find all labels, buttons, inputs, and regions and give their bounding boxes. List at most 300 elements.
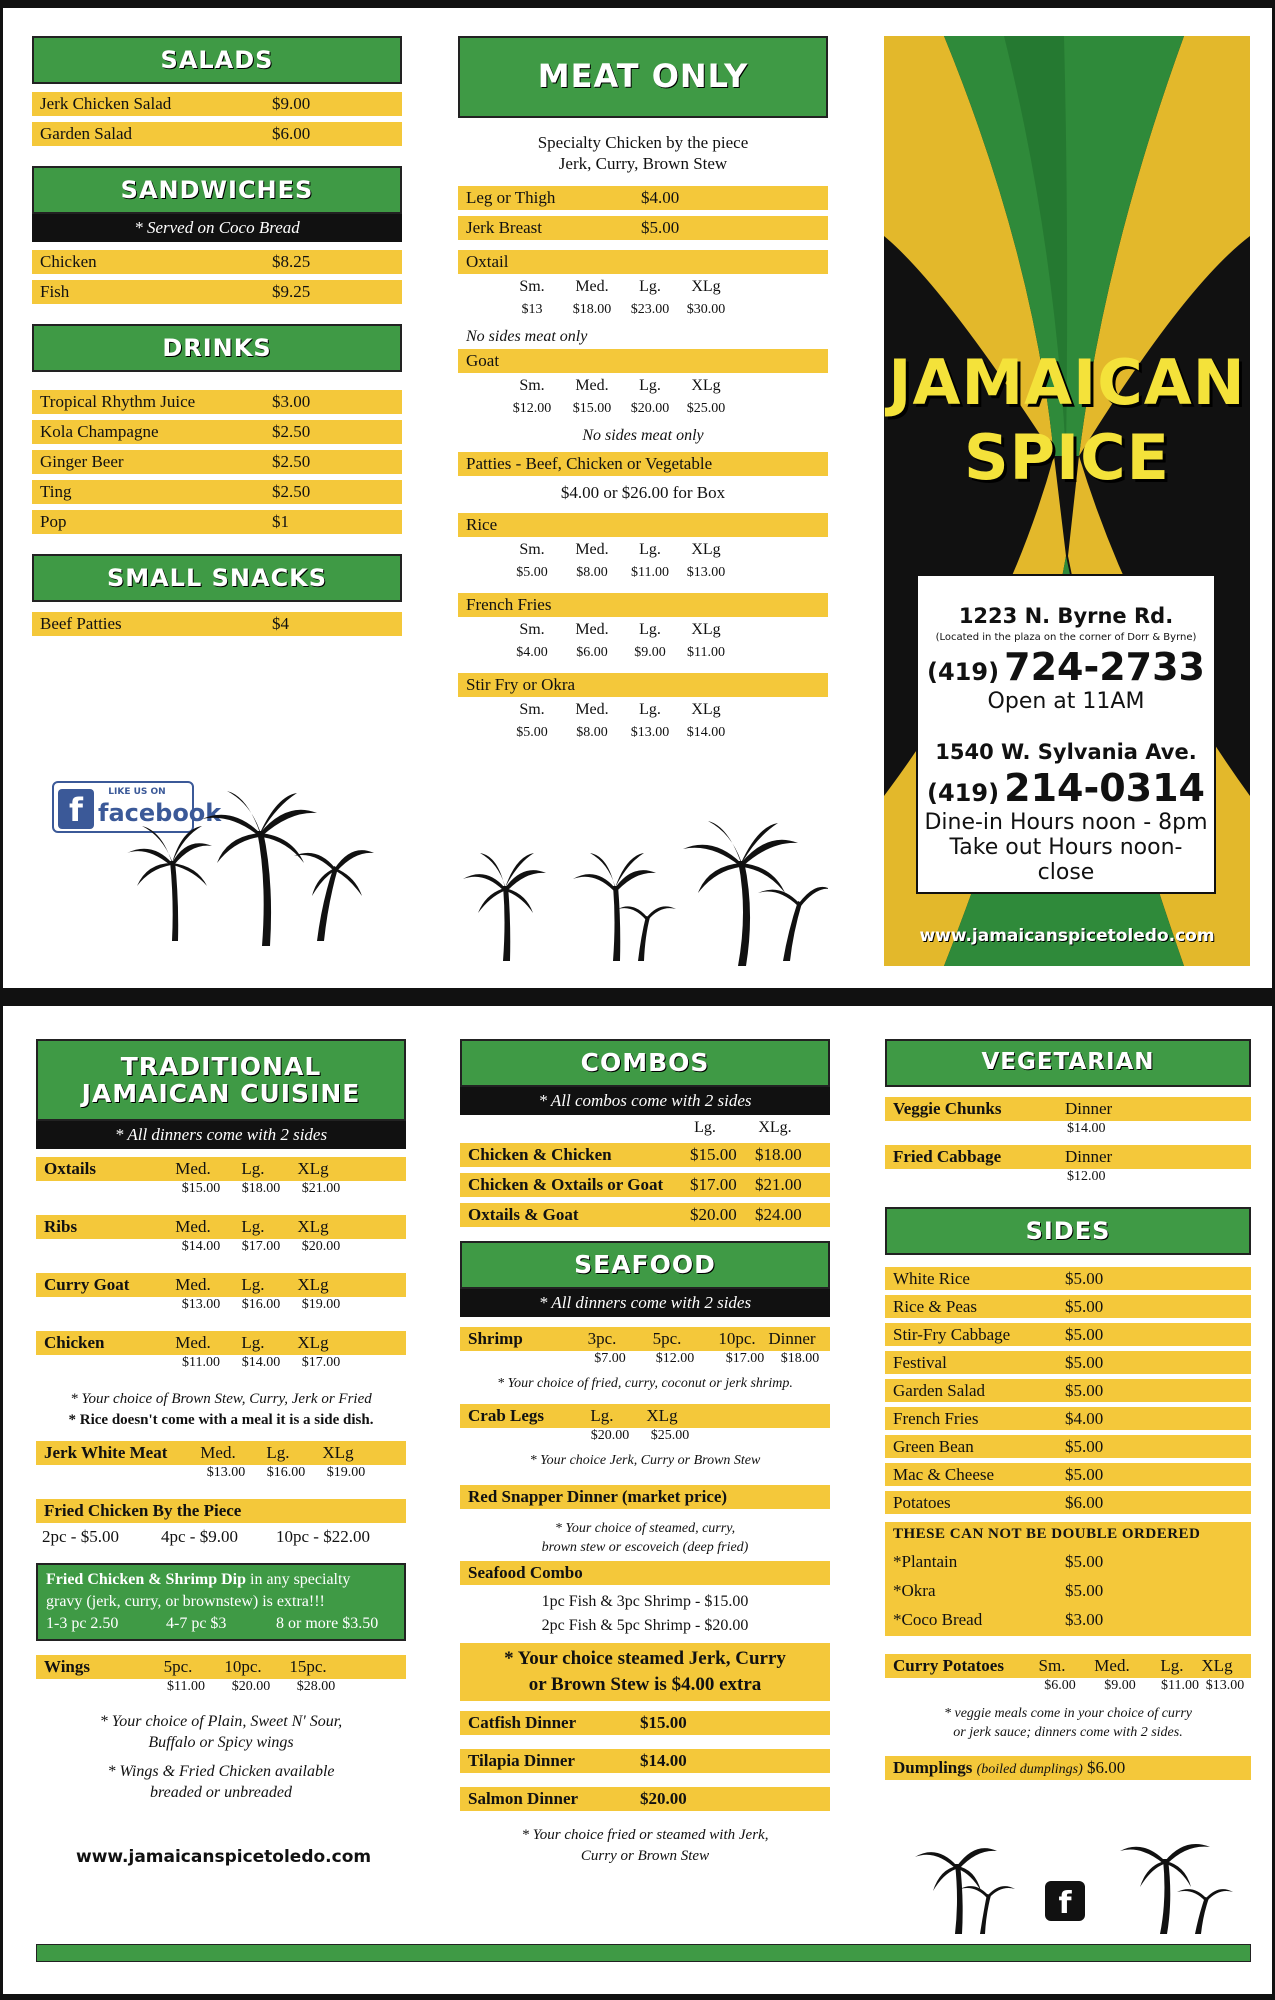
size-item-name: Chicken: [44, 1333, 105, 1352]
menu-item-name: Salmon Dinner: [468, 1789, 579, 1808]
size-label: XLg: [297, 1275, 329, 1294]
size-price: $14.00: [241, 1355, 281, 1370]
menu-item-name: Ting: [40, 482, 72, 501]
no-double-price: $3.00: [1065, 1610, 1104, 1629]
menu-item-row: [32, 390, 402, 414]
size-price: $12.00: [512, 401, 552, 416]
meat-intro-2: Jerk, Curry, Brown Stew: [558, 154, 728, 173]
fried-price-3: 10pc - $22.00: [276, 1527, 370, 1546]
footer-website[interactable]: www.jamaicanspicetoledo.com: [76, 1847, 372, 1867]
seafood-header: SEAFOOD: [460, 1241, 830, 1289]
size-label: 10pc.: [224, 1657, 262, 1676]
size-label: XLg: [691, 377, 721, 394]
size-label: XLg: [1201, 1656, 1233, 1675]
size-label: Lg.: [639, 621, 661, 638]
menu-item-row: [885, 1295, 1251, 1318]
size-label: Med.: [175, 1333, 211, 1352]
size-label: Lg.: [639, 541, 661, 558]
no-double-name: *Okra: [893, 1581, 936, 1600]
size-price: $25.00: [686, 401, 726, 416]
size-item-header: [458, 250, 828, 274]
phone-2-area: (419): [927, 779, 1000, 807]
size-label: XLg: [297, 1217, 329, 1236]
menu-item-row: [32, 480, 402, 504]
size-label: Sm.: [519, 541, 545, 558]
size-price: $5.00: [516, 725, 548, 740]
no-double-row: [893, 1576, 1243, 1605]
address-1-note: (Located in the plaza on the corner of Dorr & Byrne): [935, 632, 1197, 643]
no-double-title: THESE CAN NOT BE DOUBLE ORDERED: [893, 1526, 1201, 1542]
no-double-list: [893, 1547, 1243, 1634]
size-price: $11.00: [1161, 1678, 1199, 1693]
rice-block: [458, 513, 828, 587]
size-label: Lg.: [639, 377, 661, 394]
size-price: $19.00: [301, 1297, 341, 1312]
crab-block: [460, 1404, 830, 1450]
menu-item-price: $5.00: [1065, 1297, 1104, 1316]
combo-price-lg: $17.00: [690, 1175, 737, 1194]
veg-price: $14.00: [1067, 1121, 1106, 1136]
no-double-name: *Plantain: [893, 1552, 958, 1571]
traditional-column: [36, 1039, 406, 1867]
size-prices-row: [460, 1428, 830, 1450]
size-label: 15pc.: [289, 1657, 327, 1676]
size-price: $11.00: [182, 1355, 220, 1370]
size-label: Med.: [575, 621, 609, 638]
vegetarian-list: [885, 1097, 1251, 1193]
phone-1-number: 724-2733: [1004, 645, 1205, 689]
menu-item-price: $2.50: [272, 482, 311, 501]
jerk-breast-name: Jerk Breast: [466, 218, 543, 237]
veg-name: Fried Cabbage: [893, 1147, 1002, 1166]
seafood-combo-2: 2pc Fish & 5pc Shrimp - $20.00: [541, 1617, 749, 1634]
size-price: $25.00: [650, 1428, 690, 1443]
steamed-note-1: * Your choice steamed Jerk, Curry: [504, 1648, 786, 1669]
size-item-header: [36, 1441, 406, 1465]
size-label: Lg.: [1160, 1656, 1184, 1675]
open-time: Open at 11AM: [987, 689, 1145, 714]
combo-row: [460, 1173, 830, 1197]
vegetarian-sides-column: [885, 1039, 1251, 1921]
menu-item-name: Beef Patties: [40, 614, 122, 633]
size-label: Med.: [575, 701, 609, 718]
size-price: $11.00: [687, 645, 725, 660]
size-prices-row: [458, 725, 828, 747]
menu-item-price: $6.00: [1065, 1493, 1104, 1512]
size-prices-row: [36, 1465, 406, 1487]
size-label: XLg: [297, 1333, 329, 1352]
menu-item-name: Jerk Chicken Salad: [40, 94, 172, 113]
size-item-header: [36, 1215, 406, 1239]
size-label: XLg: [691, 541, 721, 558]
menu-item-row: [885, 1351, 1251, 1374]
combo-price-lg: $15.00: [690, 1145, 737, 1164]
size-price: $13.00: [630, 725, 670, 740]
combo-name: Oxtails & Goat: [468, 1205, 579, 1224]
menu-item-name: Tropical Rhythm Juice: [40, 392, 196, 411]
size-price: $20.00: [630, 401, 670, 416]
menu-item-price: $5.00: [1065, 1437, 1104, 1456]
size-labels-row: [458, 541, 828, 565]
address-1: 1223 N. Byrne Rd.: [958, 604, 1174, 628]
size-price: $12.00: [655, 1351, 695, 1366]
combo-name: Chicken & Oxtails or Goat: [468, 1175, 664, 1194]
size-price: $17.00: [725, 1351, 765, 1366]
menu-item-row: [885, 1407, 1251, 1430]
size-price: $17.00: [301, 1355, 341, 1370]
size-label: Lg.: [241, 1159, 265, 1178]
no-double-price: $5.00: [1065, 1552, 1104, 1571]
menu-item-row: [32, 510, 402, 534]
size-prices-row: [458, 302, 828, 324]
combos-seafood-column: [460, 1039, 830, 1867]
combos-size-lg: Lg.: [694, 1119, 716, 1136]
phone-2-number: 214-0314: [1004, 766, 1205, 810]
menu-item-name: Mac & Cheese: [893, 1465, 995, 1484]
dine-in-hours: Dine-in Hours noon - 8pm: [924, 810, 1208, 835]
size-label: XLg: [691, 278, 721, 295]
size-price: $30.00: [686, 302, 726, 317]
size-prices-row: [885, 1678, 1251, 1700]
dumplings-note: (boiled dumplings): [976, 1762, 1083, 1777]
size-label: 5pc.: [163, 1657, 193, 1676]
traditional-title-1: TRADITIONAL: [120, 1051, 322, 1081]
leg-thigh-row: [458, 186, 828, 210]
menu-item-price: $5.00: [1065, 1465, 1104, 1484]
patties-price: $4.00 or $26.00 for Box: [560, 483, 726, 502]
menu-item-price: $9.25: [272, 282, 311, 301]
no-double-price: $5.00: [1065, 1581, 1104, 1600]
size-item-header: [36, 1273, 406, 1297]
goat-note: No sides meat only: [582, 427, 704, 444]
veg-label: Dinner: [1065, 1147, 1113, 1166]
menu-item-row: [32, 420, 402, 444]
veg-label: Dinner: [1065, 1099, 1113, 1118]
take-out-hours: Take out Hours noon- close: [949, 835, 1183, 885]
dumplings-price: $6.00: [1087, 1758, 1126, 1777]
size-price: $18.00: [572, 302, 612, 317]
size-label: XLg: [691, 701, 721, 718]
size-item-name: Oxtail: [466, 252, 509, 271]
size-label: Lg.: [266, 1443, 290, 1462]
dip-text-1: in any specialty: [246, 1571, 351, 1588]
fried-chicken-prices: [36, 1527, 406, 1551]
size-label: Lg.: [241, 1333, 265, 1352]
chicken-note-1: * Your choice of Brown Stew, Curry, Jerk or Fried: [70, 1391, 372, 1407]
dip-price-1: 1-3 pc 2.50: [46, 1615, 119, 1632]
dumplings-row: [885, 1756, 1251, 1780]
size-label: Lg.: [639, 701, 661, 718]
traditional-item: [36, 1273, 406, 1319]
combo-price-lg: $20.00: [690, 1205, 737, 1224]
snapper-note-2: brown stew or escoveich (deep fried): [541, 1540, 749, 1555]
goat-block: [458, 349, 828, 423]
size-item-name: French Fries: [466, 595, 552, 614]
size-label: Lg.: [590, 1406, 614, 1425]
size-label: XLg: [297, 1159, 329, 1178]
size-price: $13.00: [206, 1465, 246, 1480]
cover-website[interactable]: www.jamaicanspicetoledo.com: [919, 926, 1215, 946]
no-double-name: *Coco Bread: [893, 1610, 983, 1629]
sides-list: [885, 1267, 1251, 1514]
size-price: $19.00: [326, 1465, 366, 1480]
curry-potatoes-block: [885, 1654, 1251, 1700]
salads-header: SALADS: [32, 36, 402, 84]
size-prices-row: [36, 1181, 406, 1203]
size-item-name: Stir Fry or Okra: [466, 675, 576, 694]
size-label: 10pc.: [718, 1329, 756, 1348]
palm-trees-icon: [885, 1829, 1251, 1939]
combo-row: [460, 1203, 830, 1227]
menu-item-row: [32, 280, 402, 304]
menu-item-price: $1: [272, 512, 289, 531]
menu-item-price: $2.50: [272, 422, 311, 441]
size-label: Lg.: [639, 278, 661, 295]
menu-item-price: $9.00: [272, 94, 311, 113]
wings-note-3: * Wings & Fried Chicken available: [107, 1763, 335, 1780]
size-label: Med.: [175, 1275, 211, 1294]
size-price: $18.00: [241, 1181, 281, 1196]
dip-text-2: gravy (jerk, curry, or brownstew) is extra!!!: [46, 1593, 325, 1610]
combo-price-xlg: $18.00: [755, 1145, 802, 1164]
palm-trees-icon: [458, 821, 828, 971]
size-prices-row: [458, 645, 828, 667]
seafood-note: * All dinners come with 2 sides: [460, 1289, 830, 1317]
shrimp-dip-box: [36, 1563, 406, 1641]
menu-item-price: $20.00: [640, 1789, 687, 1808]
size-label: Sm.: [519, 621, 545, 638]
size-price: $14.00: [181, 1239, 221, 1254]
size-label: Med.: [575, 278, 609, 295]
steamed-note-box: [460, 1643, 830, 1701]
menu-inside-panel: [3, 1006, 1272, 1994]
menu-item-row: [885, 1435, 1251, 1458]
size-prices-row: [458, 401, 828, 423]
size-item-header: [885, 1654, 1251, 1678]
size-label: Med.: [1094, 1656, 1130, 1675]
size-label: XLg: [691, 621, 721, 638]
size-price: $20.00: [590, 1428, 630, 1443]
phone-2[interactable]: [918, 766, 1214, 810]
menu-item-name: French Fries: [893, 1409, 979, 1428]
combos-header: COMBOS: [460, 1039, 830, 1087]
size-price: $13.00: [1205, 1678, 1245, 1693]
size-price: $8.00: [576, 725, 608, 740]
veg-row: [885, 1145, 1251, 1169]
menu-item-price: $4.00: [1065, 1409, 1104, 1428]
menu-item-name: White Rice: [893, 1269, 970, 1288]
jerk-white-meat-block: [36, 1441, 406, 1487]
menu-item-row: [885, 1491, 1251, 1514]
menu-item-row: [32, 250, 402, 274]
patties-name: Patties - Beef, Chicken or Vegetable: [466, 454, 713, 473]
fried-chicken-row: Fried Chicken By the Piece: [36, 1499, 406, 1523]
cover-panel: [884, 36, 1250, 966]
snapper-row: Red Snapper Dinner (market price): [460, 1485, 830, 1509]
traditional-rows: [36, 1157, 406, 1377]
size-price: $11.00: [631, 565, 669, 580]
size-label: Med.: [575, 541, 609, 558]
menu-item-name: Fish: [40, 282, 70, 301]
menu-item-row: [460, 1711, 830, 1735]
traditional-note: * All dinners come with 2 sides: [36, 1121, 406, 1149]
size-price: $16.00: [241, 1297, 281, 1312]
menu-item-row: [885, 1267, 1251, 1290]
menu-item-name: Pop: [40, 512, 67, 531]
vegetarian-header: VEGETARIAN: [885, 1039, 1251, 1087]
size-label: 5pc.: [652, 1329, 682, 1348]
size-label: Lg.: [241, 1275, 265, 1294]
middle-column: [458, 36, 828, 747]
size-price: $7.00: [594, 1351, 626, 1366]
wings-note-4: breaded or unbreaded: [150, 1784, 292, 1801]
size-price: $23.00: [630, 302, 670, 317]
patties-row: [458, 452, 828, 476]
menu-item-row: [885, 1463, 1251, 1486]
size-price: $4.00: [516, 645, 548, 660]
veg-price: $12.00: [1067, 1169, 1106, 1184]
dip-price-3: 8 or more $3.50: [276, 1615, 379, 1632]
size-item-name: Curry Goat: [44, 1275, 130, 1294]
size-price: $13.00: [686, 565, 726, 580]
menu-item-name: Ginger Beer: [40, 452, 124, 471]
size-item-header: [36, 1331, 406, 1355]
size-price: $9.00: [1104, 1678, 1136, 1693]
menu-item-price: $3.00: [272, 392, 311, 411]
steamed-note-2: or Brown Stew is $4.00 extra: [528, 1674, 762, 1695]
menu-item-price: $15.00: [640, 1713, 687, 1732]
menu-item-name: Green Bean: [893, 1437, 974, 1456]
palm-trees-icon: [112, 791, 382, 951]
menu-item-name: Rice & Peas: [893, 1297, 978, 1316]
size-price: $6.00: [1044, 1678, 1076, 1693]
oxtail-note: No sides meat only: [466, 328, 588, 345]
combos-list: [460, 1143, 830, 1227]
size-price: $20.00: [301, 1239, 341, 1254]
size-price: $11.00: [167, 1679, 205, 1694]
size-price: $14.00: [686, 725, 726, 740]
traditional-item: [36, 1331, 406, 1377]
size-label: Med.: [200, 1443, 236, 1462]
size-price: $21.00: [301, 1181, 341, 1196]
combo-row: [460, 1143, 830, 1167]
crab-note: * Your choice Jerk, Curry or Brown Stew: [529, 1453, 761, 1468]
combo-price-xlg: $24.00: [755, 1205, 802, 1224]
size-label: Med.: [575, 377, 609, 394]
size-prices-row: [460, 1351, 830, 1373]
size-labels-row: [458, 278, 828, 302]
size-item-header: [36, 1655, 406, 1679]
size-item-header: [458, 673, 828, 697]
svg-text:f: f: [1058, 1886, 1072, 1921]
size-price: $6.00: [576, 645, 608, 660]
size-label: XLg: [646, 1406, 678, 1425]
menu-item-row: [32, 92, 402, 116]
size-item-header: [460, 1327, 830, 1351]
traditional-item: [36, 1215, 406, 1261]
jerk-breast-price: $5.00: [641, 218, 680, 237]
size-prices-row: [36, 1297, 406, 1319]
left-column: [32, 36, 402, 829]
size-price: $16.00: [266, 1465, 306, 1480]
leg-thigh-name: Leg or Thigh: [466, 188, 556, 207]
size-item-header: [458, 593, 828, 617]
brand-name-line-2: SPICE: [963, 421, 1170, 494]
menu-item-row: [460, 1787, 830, 1811]
combos-size-header: [460, 1119, 830, 1143]
traditional-header: [36, 1039, 406, 1121]
size-price: $28.00: [296, 1679, 336, 1694]
sides-header: SIDES: [885, 1207, 1251, 1255]
menu-item-row: [32, 122, 402, 146]
size-label: Med.: [175, 1217, 211, 1236]
veg-row: [885, 1097, 1251, 1121]
menu-item-price: $5.00: [1065, 1381, 1104, 1400]
no-double-box: [885, 1522, 1251, 1636]
size-label: 3pc.: [587, 1329, 617, 1348]
size-labels-row: [458, 701, 828, 725]
sandwiches-list: [32, 250, 402, 304]
size-item-header: [460, 1404, 830, 1428]
curry-note-2: or jerk sauce; dinners come with 2 sides.: [953, 1725, 1183, 1740]
shrimp-block: [460, 1327, 830, 1373]
size-labels-row: [458, 621, 828, 645]
facebook-wordmark: facebook: [98, 799, 222, 827]
menu-item-name: Kola Champagne: [40, 422, 159, 441]
snapper-note-1: * Your choice of steamed, curry,: [554, 1521, 736, 1536]
dumplings-name: Dumplings: [893, 1758, 973, 1777]
size-label: Sm.: [1038, 1656, 1066, 1675]
size-item-name: Curry Potatoes: [893, 1656, 1004, 1675]
size-label: Sm.: [519, 278, 545, 295]
size-label: Sm.: [519, 377, 545, 394]
size-label: Dinner: [768, 1329, 816, 1348]
size-item-name: Shrimp: [468, 1329, 523, 1348]
fried-price-1: 2pc - $5.00: [42, 1527, 119, 1546]
menu-item-name: Festival: [893, 1353, 947, 1372]
meat-intro-1: Specialty Chicken by the piece: [537, 133, 749, 152]
size-label: XLg: [322, 1443, 354, 1462]
size-labels-row: [458, 377, 828, 401]
facebook-like-text: LIKE US ON: [108, 787, 166, 797]
footer-green-bar: [36, 1944, 1251, 1962]
combo-price-xlg: $21.00: [755, 1175, 802, 1194]
size-label: Med.: [175, 1159, 211, 1178]
size-item-name: Wings: [44, 1657, 90, 1676]
seafood-combo-1: 1pc Fish & 3pc Shrimp - $15.00: [541, 1593, 749, 1610]
curry-note-1: * veggie meals come in your choice of curry: [943, 1706, 1193, 1721]
snacks-list: [32, 612, 402, 636]
phone-1[interactable]: [918, 645, 1214, 689]
size-item-name: Jerk White Meat: [44, 1443, 168, 1462]
jerk-breast-row: [458, 216, 828, 240]
fish-list: [460, 1711, 830, 1811]
size-price: $18.00: [780, 1351, 820, 1366]
traditional-item: [36, 1157, 406, 1203]
menu-item-price: $5.00: [1065, 1269, 1104, 1288]
phone-1-area: (419): [927, 658, 1000, 686]
size-item-name: Crab Legs: [468, 1406, 545, 1425]
size-price: $15.00: [181, 1181, 221, 1196]
size-price: $13.00: [181, 1297, 221, 1312]
menu-item-price: $14.00: [640, 1751, 687, 1770]
dip-title: Fried Chicken & Shrimp Dip: [46, 1571, 247, 1588]
brand-name-line-1: JAMAICAN: [888, 346, 1246, 419]
size-item-name: Ribs: [44, 1217, 78, 1236]
size-label: Lg.: [241, 1217, 265, 1236]
size-label: Sm.: [519, 701, 545, 718]
salads-list: [32, 92, 402, 146]
